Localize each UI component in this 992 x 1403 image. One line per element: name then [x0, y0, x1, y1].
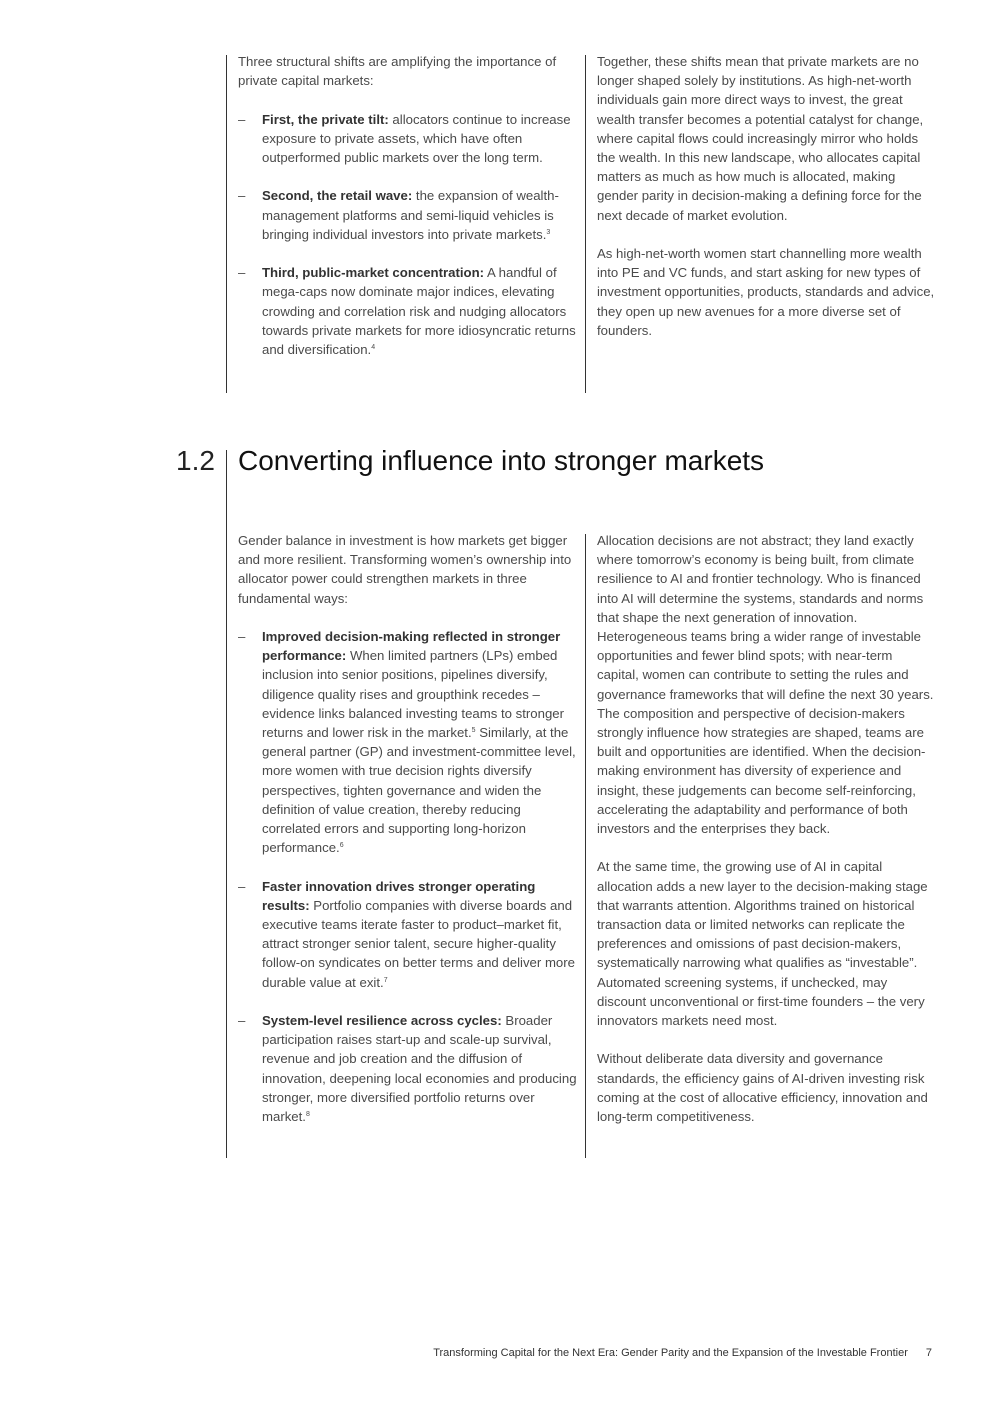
bullet-dash: – — [238, 265, 246, 281]
section2-right-paragraph: At the same time, the growing use of AI in capital allocation adds a new layer to the decision-making stage that warrants attention. Algorithms trained on historical transaction data or limited networks can replicate the preferences and omissions of past decision-makers, systematically narrowing what qualifies as “investable”. Automated screening systems, if unchecked, may discount unconventional or first-time founders – the very innovators markets need most. — [597, 859, 928, 1029]
page-footer — [433, 1346, 932, 1360]
bullet-heading: Third, public-market concentration: — [262, 265, 485, 281]
bullet-text: the expansion of wealth-management platforms and semi-liquid vehicles is bringing individual investors into private markets. — [262, 188, 559, 242]
section1-bullet-private-tilt — [238, 110, 578, 168]
footer-report-title: Transforming Capital for the Next Era: — [433, 1347, 619, 1359]
bullet-dash: – — [238, 1013, 246, 1029]
section-title: Converting influence into stronger markets — [238, 445, 765, 476]
bullet-dash: – — [238, 111, 246, 127]
footnote-ref: 3 — [546, 228, 551, 236]
section2-left-column — [238, 531, 578, 1145]
section-number: 1.2 — [176, 445, 215, 476]
section2-intro: Gender balance in investment is how markets get bigger and more resilient. Transforming women’s ownership into allocator power could strengthen markets in three fundamental ways: — [238, 533, 572, 606]
footnote-ref: 5 — [471, 727, 476, 735]
section1-bullet-concentration — [238, 263, 578, 359]
bullet-heading: First, the private tilt: — [262, 111, 389, 127]
bullet-dash: – — [238, 878, 246, 894]
section2-bullet-innovation — [238, 877, 578, 992]
bullet-text: Broader participation raises start-up and scale-up survival, revenue and job creation and the diffusion of innovation, deepening local economies and producing stronger, more diversified portfolio returns over market. — [262, 1013, 577, 1125]
section1-intro: Three structural shifts are amplifying the importance of private capital markets: — [238, 54, 557, 89]
bullet-heading: System-level resilience across cycles: — [262, 1013, 502, 1029]
section1-bullet-retail-wave — [238, 186, 578, 244]
footnote-ref: 6 — [339, 842, 344, 850]
bullet-text-continued: Similarly, at the general partner (GP) and investment-committee level, more women with true decision rights diversify perspectives, tighten governance and widen the definition of value creation, thereby reducing correlated errors and supporting long-horizon performance. — [262, 725, 576, 856]
bullet-heading: Improved decision-making reflected in stronger performance: — [262, 629, 561, 664]
section1-right-paragraph: Together, these shifts mean that private markets are no longer shaped solely by institutions. As high-net-worth individuals gain more direct ways to invest, the great wealth transfer becomes a potential catalyst for change, where capital flows could increasingly mirror who holds the wealth. In this new landscape, who allocates capital matters as much as how much is allocated, making gender parity in decision-making a defining force for the next decade of market evolution. — [597, 54, 924, 223]
section-heading-rule — [226, 450, 227, 1158]
section1-right-paragraph: As high-net-worth women start channelling more wealth into PE and VC funds, and start asking for new types of investment opportunities, products, standards and advice, they open up new avenues for a more diverse set of founders. — [597, 246, 935, 338]
section1-left-column — [238, 52, 578, 378]
section2-bullet-decision-making — [238, 627, 578, 857]
right-column-rule-bottom — [585, 534, 586, 1158]
right-column-rule-top — [585, 55, 586, 393]
footnote-ref: 8 — [305, 1111, 310, 1119]
bullet-heading: Second, the retail wave: — [262, 188, 413, 204]
section1-right-column — [597, 52, 937, 359]
bullet-text: Portfolio companies with diverse boards and executive teams iterate faster to product–market fit, attract stronger senior talent, secure higher-quality follow-on syndicates on better terms and deliver more durable value at exit. — [262, 897, 575, 990]
footnote-ref: 4 — [371, 344, 376, 351]
bullet-text: When limited partners (LPs) embed inclusion into senior positions, pipelines diversify, diligence quality rises and groupthink recedes – evidence links balanced investing teams to stronger returns and lower risk in the market. — [262, 648, 565, 741]
section2-right-column — [597, 531, 937, 1145]
bullet-text: A handful of mega-caps now dominate major indices, elevating crowding and correlation risk and nudging allocators towards private markets for more idiosyncratic returns and diversification. — [262, 265, 576, 357]
section2-right-paragraph: Allocation decisions are not abstract; they land exactly where tomorrow’s economy is being built, from climate resilience to AI and frontier technology. Who is financed into AI will determine the systems, standards and norms that shape the next generation of innovation. Heterogeneous teams bring a wider range of investable opportunities and fewer blind spots; with near-term capital, women can contribute to setting the rules and governance frameworks that will define the next 30 years. The composition and perspective of decision-makers strongly influence how strategies are shaped, teams are built and opportunities are identified. When the decision-making environment has diversity of experience and insight, these judgements can become self-reinforcing, accelerating the adaptability and performance of both investors and the enterprises they back. — [597, 533, 934, 837]
bullet-dash: – — [238, 629, 246, 644]
bullet-heading: Faster innovation drives stronger operating results: — [262, 878, 536, 913]
bullet-dash: – — [238, 188, 246, 204]
footer-report-subtitle: Gender Parity and the Expansion of the Investable Frontier — [618, 1347, 908, 1359]
page-number: 7 — [925, 1347, 932, 1359]
bullet-text: allocators continue to increase exposure to private assets, which have often outperformed public markets over the long term. — [262, 111, 571, 165]
left-column-rule-top — [226, 55, 227, 393]
section2-right-paragraph: Without deliberate data diversity and governance standards, the efficiency gains of AI-driven investing risk coming at the cost of allocative efficiency, innovation and long-term competitiveness. — [597, 1051, 928, 1125]
footnote-ref: 7 — [383, 976, 388, 984]
section2-bullet-resilience — [238, 1011, 578, 1126]
